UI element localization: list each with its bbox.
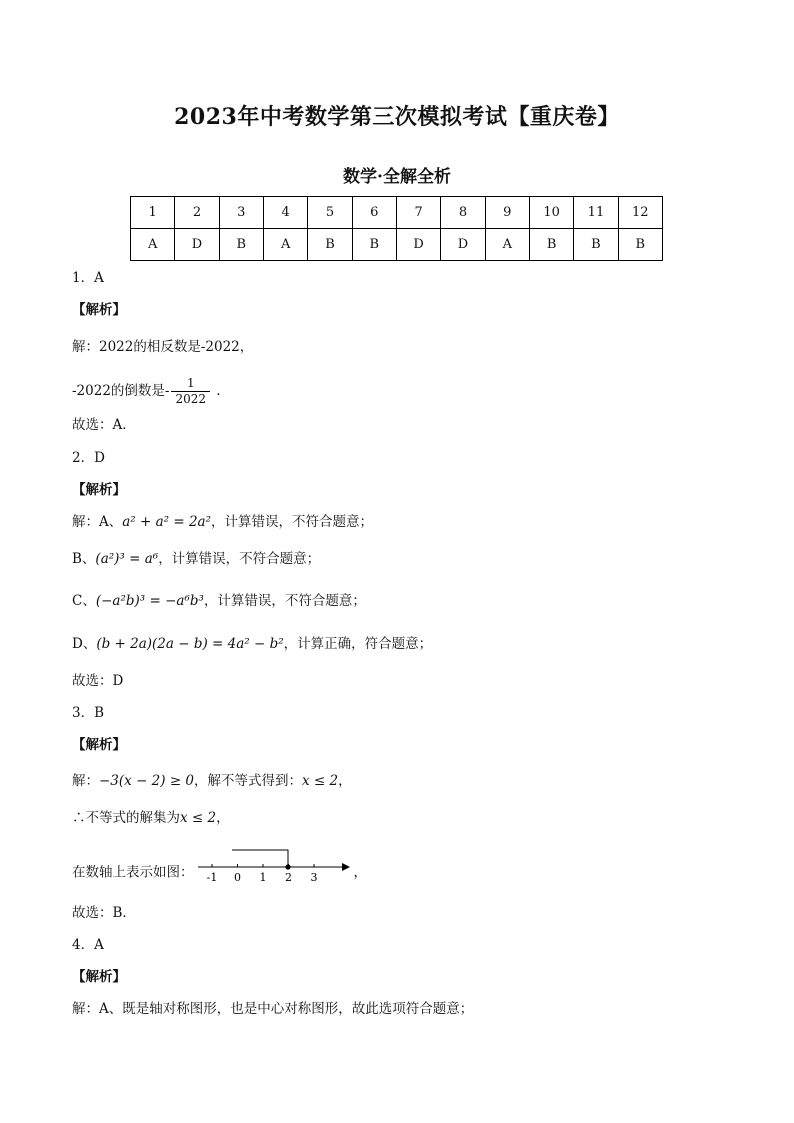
q1-analysis-label: 【解析】 xyxy=(72,302,126,318)
q3-line1-math: −3(x − 2) ≥ 0 xyxy=(99,773,195,789)
answer-table-answer-cell: D xyxy=(396,229,440,261)
answer-table-answer-cell: A xyxy=(485,229,529,261)
q1-fraction-denominator: 2022 xyxy=(171,391,210,407)
q2-choose: 故选：D xyxy=(72,673,124,689)
q2-line-d-math: (b + 2a)(2a − b) = 4a² − b² xyxy=(96,636,284,652)
answer-table-answer-cell: B xyxy=(574,229,618,261)
q1-heading: 1．A xyxy=(72,270,104,286)
answer-table-answer-cell: D xyxy=(175,229,219,261)
q4-analysis-label: 【解析】 xyxy=(72,969,126,985)
answer-table-number-cell: 1 xyxy=(131,197,175,229)
answer-table-number-cell: 9 xyxy=(485,197,529,229)
q1-line1: 解：2022的相反数是-2022， xyxy=(72,339,254,355)
answer-table-answer-cell: B xyxy=(308,229,352,261)
number-line xyxy=(194,846,354,900)
q1-fraction-numerator: 1 xyxy=(186,376,195,390)
q2-line-d xyxy=(72,634,432,654)
q1-choose: 故选：A． xyxy=(72,417,136,433)
q3-line2-suffix: ， xyxy=(216,810,230,826)
q2-line-b-math: (a²)³ = a⁶ xyxy=(95,551,159,567)
q1-line2 xyxy=(72,376,230,407)
answer-table-answer-cell: A xyxy=(131,229,175,261)
answer-table-number-cell: 10 xyxy=(529,197,573,229)
answer-table-number-cell: 8 xyxy=(441,197,485,229)
q2-line-b-prefix: B、 xyxy=(72,551,96,567)
q2-line-a xyxy=(72,512,373,532)
q4-heading: 4．A xyxy=(72,937,104,953)
subtitle: 数学·全解全析 xyxy=(343,167,451,187)
q2-line-c xyxy=(72,591,366,611)
q3-line2-prefix: ∴不等式的解集为 xyxy=(72,810,180,826)
q2-line-d-prefix: D、 xyxy=(72,636,97,652)
q2-line-c-suffix: ，计算错误，不符合题意； xyxy=(203,593,366,609)
answer-table-answer-cell: B xyxy=(618,229,662,261)
q1-fraction xyxy=(171,376,210,407)
q3-line3-prefix: 在数轴上表示如图： xyxy=(72,864,194,881)
answer-table-number-cell: 3 xyxy=(219,197,263,229)
q3-line2 xyxy=(72,808,230,828)
answer-table-answer-row xyxy=(131,229,663,261)
q2-line-b-suffix: ，计算错误，不符合题意； xyxy=(158,551,321,567)
number-line-svg xyxy=(194,846,354,886)
answer-table-answer-cell: B xyxy=(352,229,396,261)
answer-table-number-cell: 11 xyxy=(574,197,618,229)
number-line-tick-label: 3 xyxy=(310,871,317,884)
answer-table-number-cell: 2 xyxy=(175,197,219,229)
answer-table-number-cell: 4 xyxy=(263,197,307,229)
q2-line-c-math: (−a²b)³ = −a⁶b³ xyxy=(95,593,204,609)
q3-line1-math2: x ≤ 2 xyxy=(302,773,339,789)
q2-line-a-prefix: 解：A、 xyxy=(72,514,123,530)
q2-line-a-suffix: ，计算错误，不符合题意； xyxy=(211,514,374,530)
q2-line-c-prefix: C、 xyxy=(72,593,96,609)
answer-table-answer-cell: B xyxy=(529,229,573,261)
answer-table-number-cell: 5 xyxy=(308,197,352,229)
q2-heading: 2．D xyxy=(72,450,105,466)
q2-line-b xyxy=(72,549,320,569)
answer-table-number-row xyxy=(131,197,663,229)
answer-table-number-cell: 12 xyxy=(618,197,662,229)
answer-table-number-cell: 6 xyxy=(352,197,396,229)
answer-table xyxy=(130,196,663,261)
q3-line1 xyxy=(72,771,352,791)
q1-line2-suffix: ． xyxy=(216,383,230,399)
answer-table-answer-cell: D xyxy=(441,229,485,261)
number-line-tick-label: -1 xyxy=(206,871,217,884)
number-line-tick-label: 2 xyxy=(284,871,292,884)
q2-line-a-math: a² + a² = 2a² xyxy=(122,514,212,530)
answer-table-answer-cell: A xyxy=(263,229,307,261)
q3-line3-suffix: ， xyxy=(353,864,367,881)
q3-heading: 3．B xyxy=(72,705,105,721)
q2-analysis-label: 【解析】 xyxy=(72,482,126,498)
arrow-right-icon xyxy=(342,863,350,871)
q3-choose: 故选：B． xyxy=(72,905,136,921)
number-line-tick-label: 0 xyxy=(233,871,241,884)
q3-line1-prefix: 解： xyxy=(72,773,99,789)
q3-analysis-label: 【解析】 xyxy=(72,737,126,753)
number-line-tick-label: 1 xyxy=(259,871,266,884)
q3-line3 xyxy=(72,846,367,900)
q3-line1-mid: ，解不等式得到： xyxy=(194,773,303,789)
q2-line-d-suffix: ，计算正确，符合题意； xyxy=(283,636,433,652)
page-title: 2023年中考数学第三次模拟考试【重庆卷】 xyxy=(174,104,620,130)
answer-table-answer-cell: B xyxy=(219,229,263,261)
answer-table-number-cell: 7 xyxy=(396,197,440,229)
solution-bracket xyxy=(232,850,288,867)
q4-line1: 解：A、既是轴对称图形，也是中心对称图形，故此选项符合题意； xyxy=(72,1001,474,1017)
q1-line2-prefix: -2022的倒数是- xyxy=(72,383,170,399)
q3-line2-math: x ≤ 2 xyxy=(180,810,217,826)
q3-line1-suffix: ， xyxy=(338,773,352,789)
